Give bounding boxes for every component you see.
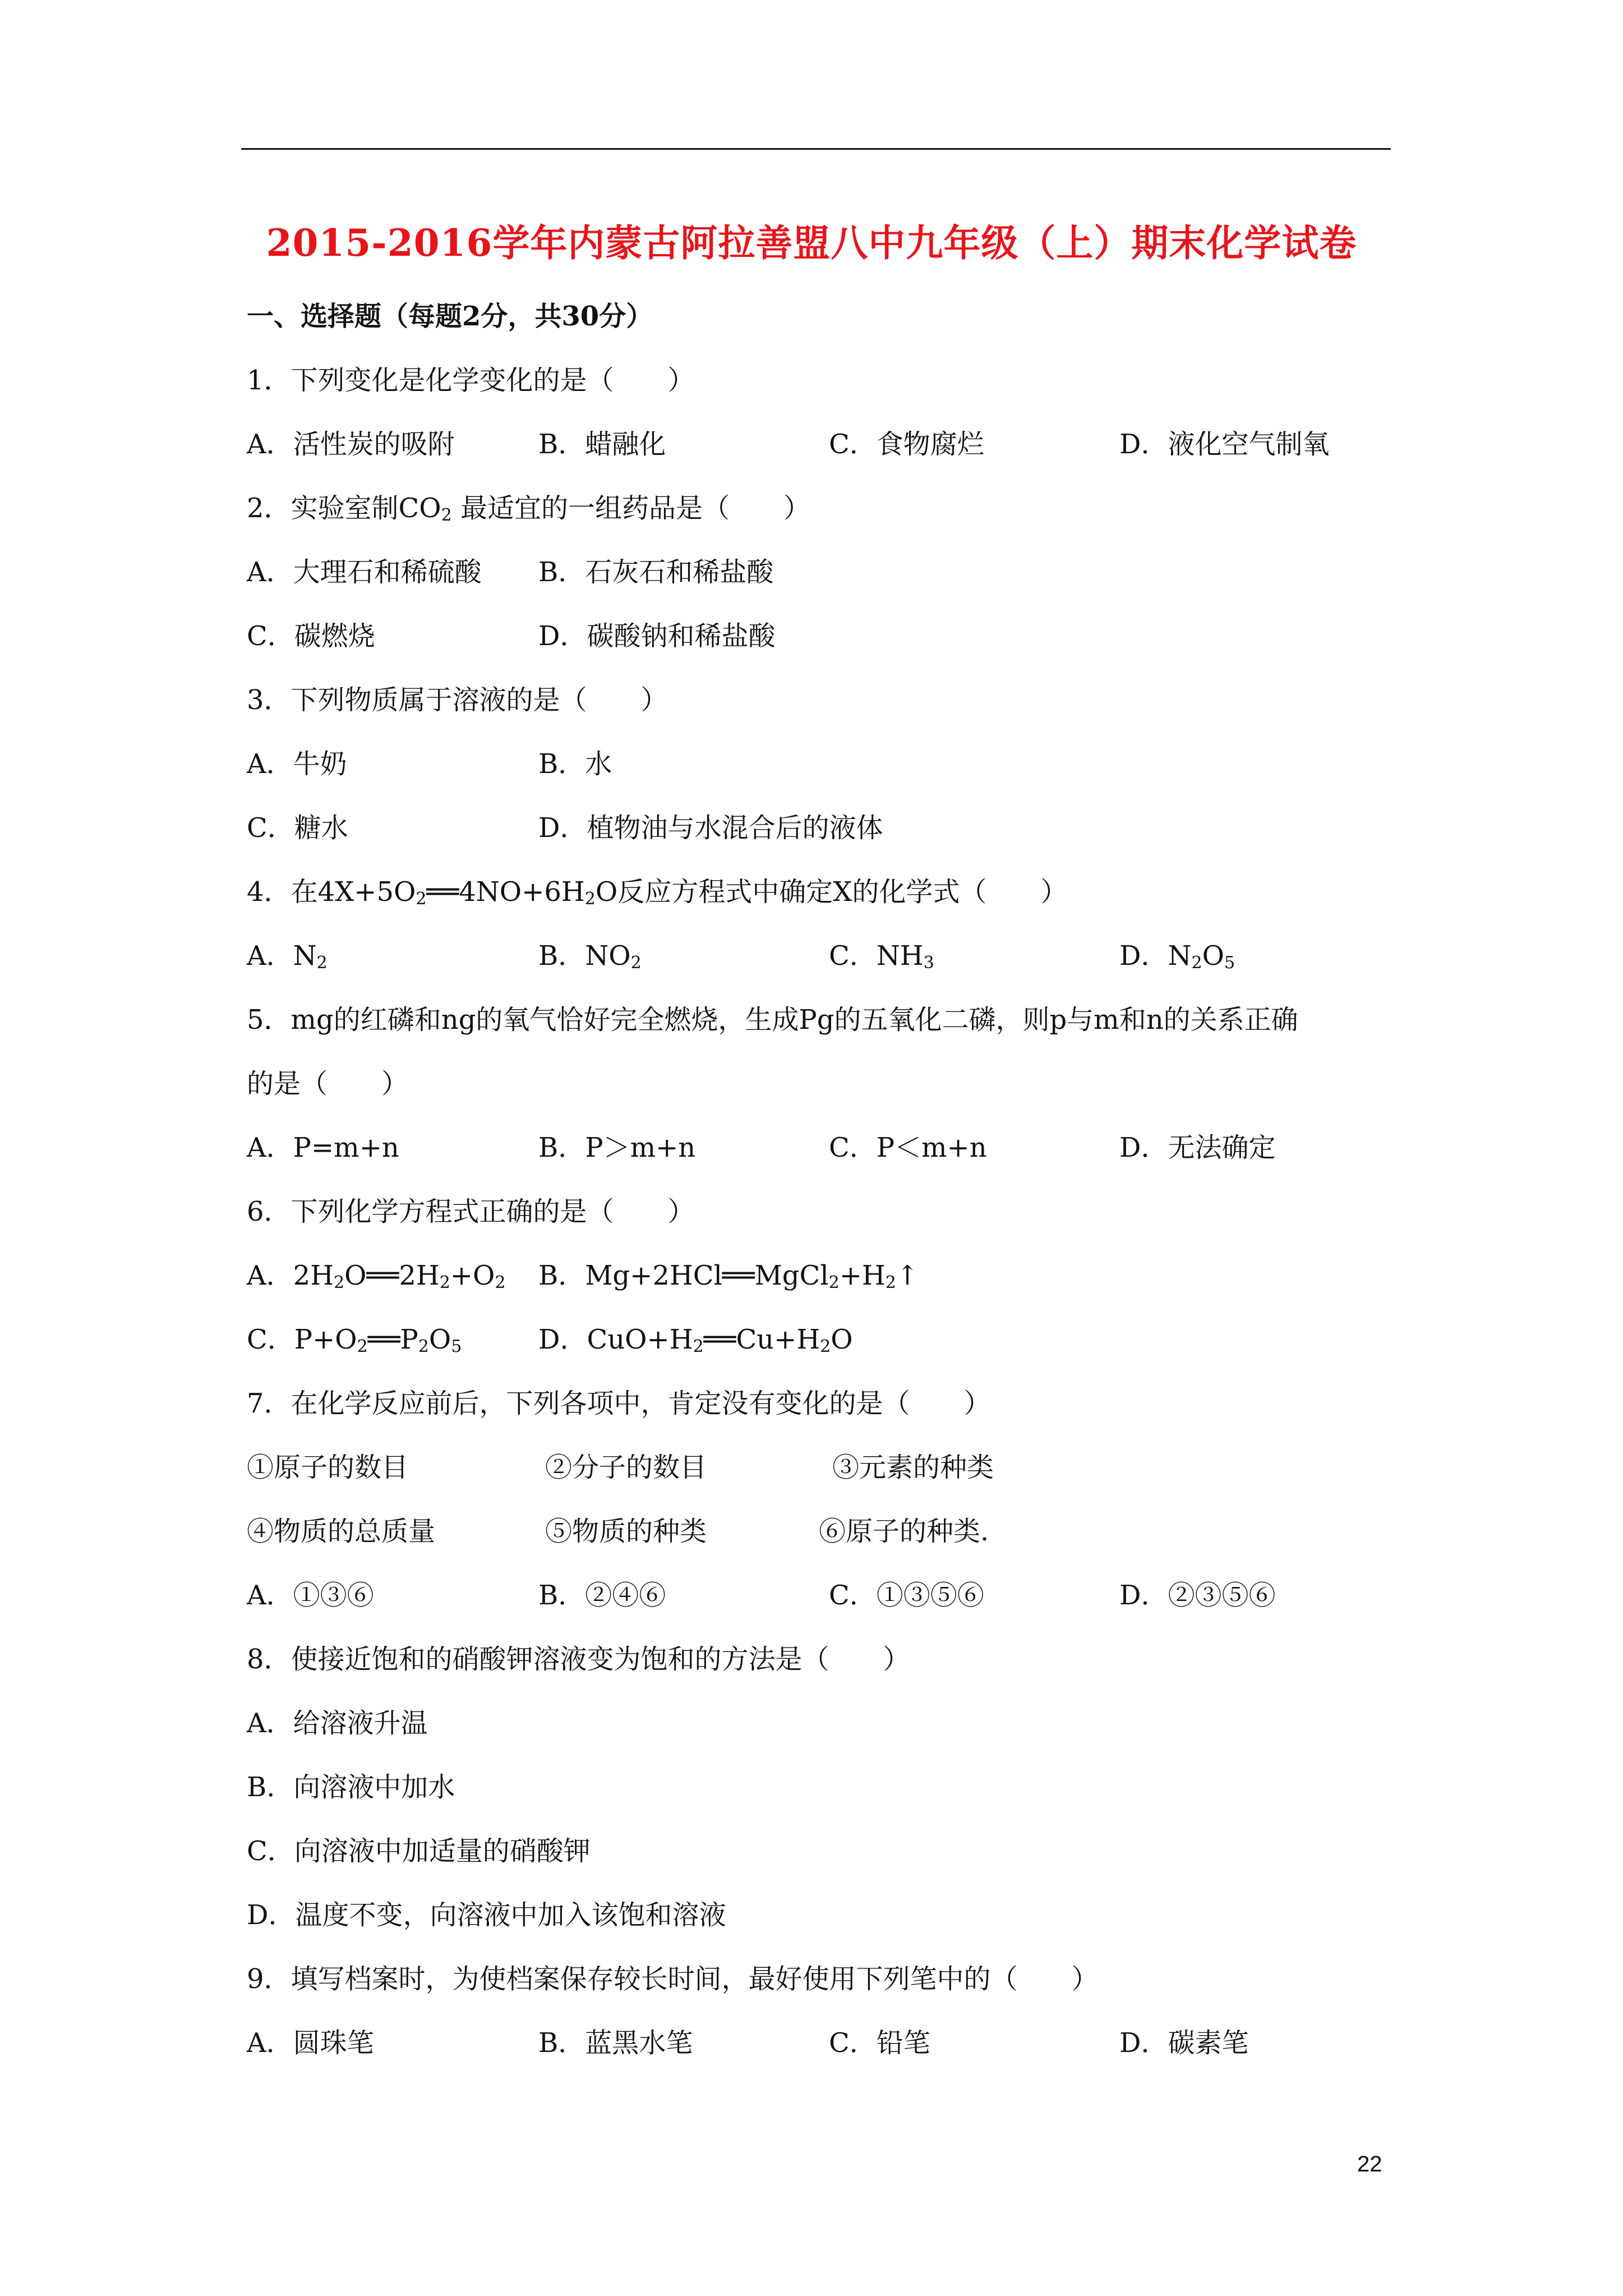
header-rule [241,148,1391,150]
q7-item-6: ⑥原子的种类. [819,1516,989,1547]
q9-option-a: A．圆珠笔 [247,2027,374,2059]
q1-option-b: B．蜡融化 [538,429,666,460]
q4-option-a: A．$N_2$ [247,940,328,973]
q6-option-a: A．$2H_2O══2H_2+O_2$ [247,1260,506,1292]
q2-option-d: D．碳酸钠和稀盐酸 [538,620,776,652]
q2-option-c: C．碳燃烧 [247,620,375,652]
q1-option-d: D．液化空气制氧 [1119,429,1330,460]
page-number: 22 [1357,2152,1382,2177]
q6-option-b: B．$Mg+2HCl══MgCl_2+H_2↑$ [538,1260,919,1292]
q7-option-c: C．①③⑤⑥ [829,1580,984,1611]
q5-option-d: D．无法确定 [1119,1132,1276,1163]
question-2-stem: 2．实验室制$CO_2$ 最适宜的一组药品是（ ） [247,493,810,525]
q5-option-a: A．P=m+n [247,1132,399,1163]
q8-option-d: D．温度不变，向溶液中加入该饱和溶液 [247,1899,726,1931]
question-5-stem-line2: 的是（ ） [247,1068,409,1099]
section-heading: 一、选择题（每题2分，共30分） [247,301,653,332]
q6-option-d: D．$CuO+H_2══Cu+H_2O$ [538,1324,853,1356]
question-9-stem: 9．填写档案时，为使档案保存较长时间，最好使用下列笔中的（ ） [247,1963,1099,1995]
q9-option-b: B．蓝黑水笔 [538,2027,693,2059]
q2-option-b: B．石灰石和稀盐酸 [538,556,774,588]
q7-option-a: A．①③⑥ [247,1580,374,1611]
q4-option-b: B．$NO_2$ [538,940,642,973]
q8-option-b: B．向溶液中加水 [247,1772,455,1803]
q8-option-a: A．给溶液升温 [247,1708,428,1739]
question-5-stem-line1: 5．mg的红磷和ng的氧气恰好完全燃烧，生成Pg的五氧化二磷，则p与m和n的关系正确 [247,1004,1298,1036]
q3-option-b: B．水 [538,748,612,780]
q3-option-a: A．牛奶 [247,748,347,780]
question-1-stem: 1．下列变化是化学变化的是（ ） [247,365,695,396]
q3-option-c: C．糖水 [247,812,348,844]
q1-option-c: C．食物腐烂 [829,429,984,460]
q7-option-b: B．②④⑥ [538,1580,666,1611]
question-3-stem: 3．下列物质属于溶液的是（ ） [247,684,668,716]
q2-option-a: A．大理石和稀硫酸 [247,556,482,588]
q9-option-c: C．铅笔 [829,2027,930,2059]
q4-option-d: D．$N_2O_5$ [1119,940,1235,973]
q3-option-d: D．植物油与水混合后的液体 [538,812,883,844]
q4-option-c: C．$NH_3$ [829,940,934,973]
q1-option-a: A．活性炭的吸附 [247,429,455,460]
q7-item-3: ③元素的种类 [832,1452,994,1483]
q5-option-b: B．P＞m+n [538,1132,696,1163]
question-6-stem: 6．下列化学方程式正确的是（ ） [247,1196,695,1227]
q7-item-2: ②分子的数目 [545,1452,707,1483]
question-7-stem: 7．在化学反应前后，下列各项中，肯定没有变化的是（ ） [247,1388,991,1419]
question-4-stem: 4．在$4X+5O_2══4NO+6H_2O$反应方程式中确定X的化学式（ ） [247,876,1068,909]
q5-option-c: C．P＜m+n [829,1132,987,1163]
question-8-stem: 8．使接近饱和的硝酸钾溶液变为饱和的方法是（ ） [247,1644,910,1675]
q9-option-d: D．碳素笔 [1119,2027,1249,2059]
q6-option-c: C．$P+O_2══P_2O_5$ [247,1324,462,1356]
q7-item-5: ⑤物质的种类 [545,1516,707,1547]
q8-option-c: C．向溶液中加适量的硝酸钾 [247,1835,591,1867]
exam-title: 2015-2016学年内蒙古阿拉善盟八中九年级（上）期末化学试卷 [266,221,1357,265]
q7-option-d: D．②③⑤⑥ [1119,1580,1276,1611]
q7-item-4: ④物质的总质量 [247,1516,436,1547]
q7-item-1: ①原子的数目 [247,1452,409,1483]
